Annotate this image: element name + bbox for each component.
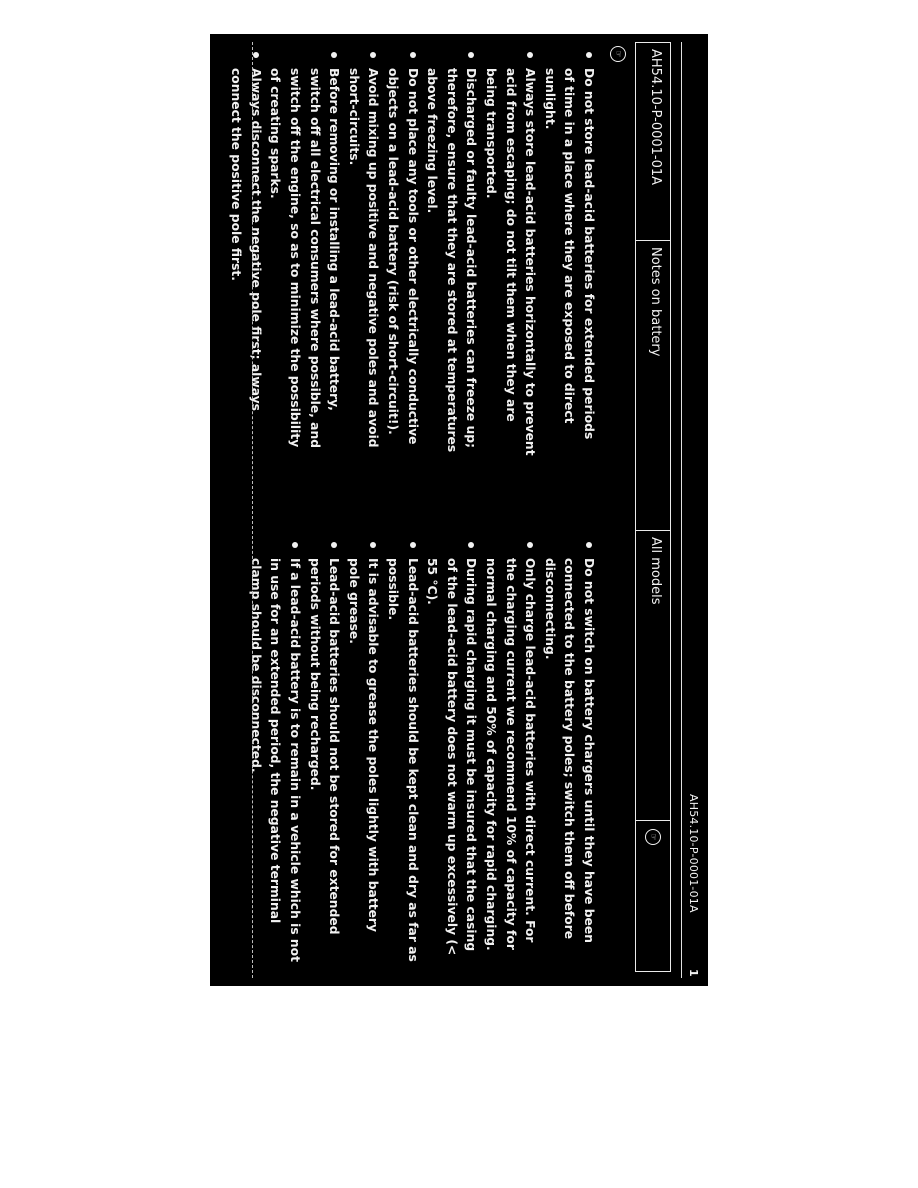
- list-item: If a lead-acid battery is to remain in a vehicle which is not in use for an extended period, the negative terminal clamp should be disconnected.: [245, 542, 304, 962]
- list-item: Lead-acid batteries should be kept clean and dry as far as possible.: [382, 542, 421, 962]
- rotated-content: [210, 34, 708, 986]
- list-item: It is advisable to grease the poles lightly with battery pole grease.: [343, 542, 382, 962]
- document-code: AH54.10-P-0001-01A: [687, 794, 700, 913]
- list-item: Do not switch on battery chargers until they have been connected to the battery poles; switch them off before disconnecting.: [539, 542, 598, 962]
- right-notes-column: [245, 542, 598, 962]
- scanned-page: [210, 34, 708, 986]
- list-item: Avoid mixing up positive and negative poles and avoid short-circuits.: [343, 52, 382, 457]
- list-item: Discharged or faulty lead-acid batteries can freeze up; therefore, ensure that they are stored at temperatures above freezing level.: [422, 52, 481, 457]
- header-title: Notes on battery: [636, 241, 670, 531]
- list-item: Before removing or installing a lead-acid battery, switch off all electrical consumers where possible, and switch off the engine, so as to minimize the possibility of creating sparks.: [265, 52, 343, 457]
- header-icon-cell: [636, 821, 670, 971]
- circled-index-icon: ☞: [645, 829, 661, 845]
- page-number: 1: [687, 969, 700, 977]
- circled-index-icon: ☞: [610, 46, 626, 62]
- list-item: Only charge lead-acid batteries with direct current. For the charging current we recommend 10% of capacity for normal charging and 50% of capacity for rapid charging.: [480, 542, 539, 962]
- left-notes-column: [226, 52, 598, 457]
- list-item: Lead-acid batteries should not be stored for extended periods without being recharged.: [304, 542, 343, 962]
- list-item: Always store lead-acid batteries horizontally to prevent acid from escaping; do not tilt them when they are being transported.: [480, 52, 539, 457]
- header-code: AH54.10-P-0001-01A: [636, 43, 670, 241]
- list-item: Do not place any tools or other electrically conductive objects on a lead-acid battery (risk of short-circuit!).: [382, 52, 421, 457]
- top-divider: [681, 42, 682, 978]
- list-item: Always disconnect the negative pole first; always connect the positive pole first.: [226, 52, 265, 457]
- list-item: Do not store lead-acid batteries for extended periods of time in a place where they are exposed to direct sunlight.: [539, 52, 598, 457]
- header-models: All models: [636, 531, 670, 821]
- header-table: [635, 42, 671, 972]
- bottom-dashed-divider: [252, 42, 253, 978]
- list-item: During rapid charging it must be insured that the casing of the lead-acid battery does not warm up excessively (< 55 °C).: [422, 542, 481, 962]
